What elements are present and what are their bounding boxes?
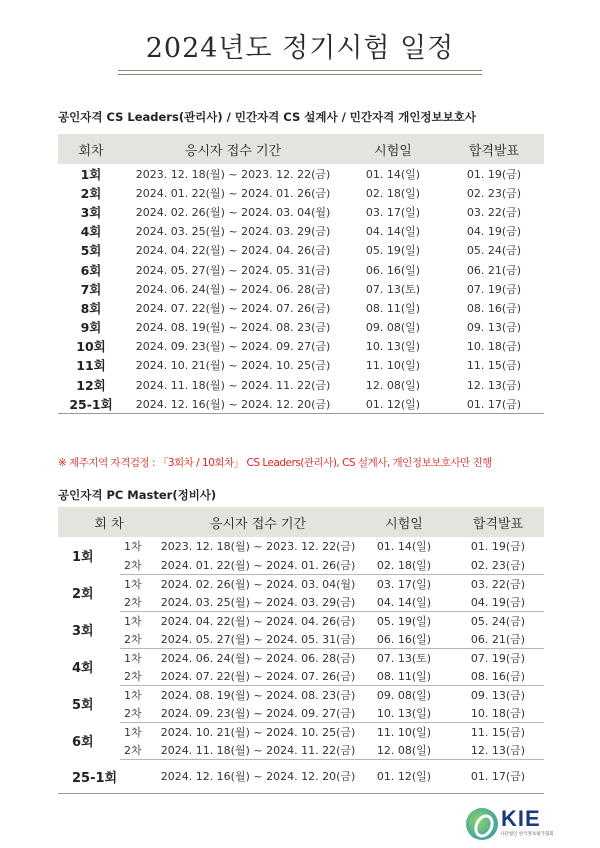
exam-date-cell: 06. 16(일) (365, 263, 421, 277)
period-cell: 2024. 12. 16(월) ~ 2024. 12. 20(금) (124, 394, 342, 413)
exam-date-cell: 05. 19(일) (365, 244, 421, 258)
table-row (58, 356, 544, 375)
period-cell: 2024. 10. 21(월) ~ 2024. 10. 25(금) (160, 725, 356, 739)
exam-date-cell: 03. 17(일) (376, 577, 432, 591)
round-cell: 11회 (76, 358, 106, 374)
period-cell: 2024. 10. 21(월) ~ 2024. 10. 25(금) (135, 359, 331, 373)
table-row (58, 183, 544, 202)
exam-date-cell: 07. 13(토) (376, 651, 432, 665)
period-cell: 2024. 02. 26(월) ~ 2024. 03. 04(월) (135, 205, 331, 219)
table-row (58, 260, 544, 279)
sub-round-cell: 2차 (120, 556, 160, 575)
result-date-cell: 03. 22(금) (466, 205, 522, 219)
round-cell: 2회 (72, 587, 94, 602)
result-date-cell: 01. 19(금) (466, 167, 522, 181)
result-date-cell: 03. 22(금) (470, 577, 526, 591)
title-divider (118, 74, 482, 75)
table-row (58, 630, 544, 649)
period-cell: 2024. 03. 25(월) ~ 2024. 03. 29(금) (135, 225, 331, 239)
table-row (58, 537, 544, 556)
table-row (58, 222, 544, 241)
table-row (58, 164, 544, 183)
exam-date-cell: 10. 13(일) (365, 340, 421, 354)
exam-date-cell: 11. 10(일) (376, 725, 432, 739)
period-cell: 2024. 05. 27(월) ~ 2024. 05. 31(금) (135, 263, 331, 277)
header-round: 회차 (58, 134, 124, 164)
exam-date-cell: 09. 08(일) (365, 321, 421, 335)
result-date-cell: 08. 16(금) (466, 301, 522, 315)
table-row (58, 202, 544, 221)
period-cell: 2024. 08. 19(월) ~ 2024. 08. 23(금) (135, 321, 331, 335)
sub-round-cell: 2차 (120, 741, 160, 760)
result-date-cell: 10. 18(금) (452, 704, 544, 723)
result-date-cell: 05. 24(금) (470, 614, 526, 628)
logo-emblem-icon (466, 808, 498, 840)
table-row (58, 241, 544, 260)
table-row (58, 759, 544, 793)
exam-date-cell: 12. 08(일) (356, 741, 452, 760)
round-cell: 4회 (80, 224, 102, 240)
section1-heading: 공인자격 CS Leaders(관리사) / 민간자격 CS 설계사 / 민간자격 개인정보보호사 (58, 110, 476, 124)
result-date-cell: 01. 17(금) (452, 759, 544, 793)
result-date-cell: 02. 23(금) (466, 186, 522, 200)
exam-date-cell: 01. 12(일) (356, 759, 452, 793)
result-date-cell: 07. 19(금) (470, 651, 526, 665)
header-result-date: 합격발표 (444, 134, 544, 164)
period-cell: 2023. 12. 18(월) ~ 2023. 12. 22(금) (160, 540, 356, 554)
result-date-cell: 09. 13(금) (466, 321, 522, 335)
exam-date-cell: 02. 18(일) (356, 556, 452, 575)
sub-round-cell: 1차 (124, 725, 142, 739)
period-cell: 2023. 12. 18(월) ~ 2023. 12. 22(금) (135, 167, 331, 181)
round-cell: 3회 (72, 624, 94, 639)
period-cell: 2024. 11. 18(월) ~ 2024. 11. 22(금) (135, 378, 331, 392)
period-cell: 2024. 11. 18(월) ~ 2024. 11. 22(금) (160, 741, 356, 760)
exam-date-cell: 11. 10(일) (365, 359, 421, 373)
exam-date-cell: 01. 14(일) (365, 167, 421, 181)
table-row (58, 318, 544, 337)
table-row (58, 556, 544, 575)
exam-date-cell: 04. 14(일) (356, 593, 452, 612)
result-date-cell: 01. 17(금) (444, 394, 544, 413)
table-row (58, 648, 544, 667)
period-cell: 2024. 05. 27(월) ~ 2024. 05. 31(금) (160, 630, 356, 649)
result-date-cell: 06. 21(금) (452, 630, 544, 649)
table-row (58, 298, 544, 317)
result-date-cell: 12. 13(금) (466, 378, 522, 392)
sub-round-cell: 1차 (124, 614, 142, 628)
exam-date-cell: 05. 19(일) (376, 614, 432, 628)
exam-date-cell: 07. 13(토) (365, 282, 421, 296)
period-cell: 2024. 02. 26(월) ~ 2024. 03. 04(월) (160, 577, 356, 591)
result-date-cell: 11. 15(금) (466, 359, 522, 373)
round-cell: 25-1회 (58, 759, 160, 793)
result-date-cell: 07. 19(금) (466, 282, 522, 296)
round-cell: 5회 (80, 243, 102, 259)
sub-round-cell: 1차 (124, 688, 142, 702)
header-period: 응시자 접수 기간 (124, 134, 342, 164)
header-exam-date: 시험일 (356, 507, 452, 537)
round-cell: 6회 (72, 735, 94, 750)
round-cell: 4회 (72, 661, 94, 676)
result-date-cell: 01. 19(금) (470, 540, 526, 554)
header-exam-date: 시험일 (342, 134, 444, 164)
exam-date-cell: 04. 14(일) (365, 225, 421, 239)
exam-date-cell: 10. 13(일) (356, 704, 452, 723)
table-header-row (58, 507, 544, 537)
page-title: 2024년도 정기시험 일정 (145, 33, 455, 64)
logo-text: KIE (501, 806, 541, 831)
sub-round-cell: 1차 (124, 651, 142, 665)
sub-round-cell: 1차 (124, 540, 142, 554)
period-cell: 2024. 07. 22(월) ~ 2024. 07. 26(금) (135, 301, 331, 315)
round-cell: 2회 (80, 185, 102, 201)
sub-round-cell: 2차 (120, 667, 160, 686)
table-row (58, 574, 544, 593)
result-date-cell: 11. 15(금) (470, 725, 526, 739)
kie-logo (466, 806, 556, 842)
period-cell: 2024. 09. 23(월) ~ 2024. 09. 27(금) (160, 704, 356, 723)
exam-date-cell: 06. 16(일) (356, 630, 452, 649)
table-row (58, 685, 544, 704)
result-date-cell: 10. 18(금) (466, 340, 522, 354)
result-date-cell: 02. 23(금) (452, 556, 544, 575)
period-cell: 2024. 06. 24(월) ~ 2024. 06. 28(금) (135, 282, 331, 296)
section2-heading: 공인자격 PC Master(정비사) (58, 488, 217, 502)
period-cell: 2024. 06. 24(월) ~ 2024. 06. 28(금) (160, 651, 356, 665)
result-date-cell: 12. 13(금) (452, 741, 544, 760)
round-cell: 12회 (76, 377, 106, 393)
logo-subtitle: 사단법인 한국정보평가협회 (500, 832, 554, 837)
exam-date-cell: 01. 12(일) (342, 394, 444, 413)
period-cell: 2024. 09. 23(월) ~ 2024. 09. 27(금) (135, 340, 331, 354)
table-row (58, 279, 544, 298)
result-date-cell: 08. 16(금) (452, 667, 544, 686)
round-cell: 9회 (80, 320, 102, 336)
table-row (58, 667, 544, 686)
exam-date-cell: 03. 17(일) (365, 205, 421, 219)
table-row (58, 722, 544, 741)
sub-round-cell: 2차 (120, 630, 160, 649)
schedule-table-pc-master (58, 507, 544, 794)
header-period: 응시자 접수 기간 (160, 507, 356, 537)
period-cell: 2024. 12. 16(월) ~ 2024. 12. 20(금) (160, 759, 356, 793)
round-cell: 3회 (80, 204, 102, 220)
sub-round-cell: 2차 (120, 704, 160, 723)
title-divider (118, 70, 482, 71)
table-row (58, 611, 544, 630)
round-cell: 5회 (72, 698, 94, 713)
exam-date-cell: 12. 08(일) (365, 378, 421, 392)
table-header-row (58, 134, 544, 164)
period-cell: 2024. 01. 22(월) ~ 2024. 01. 26(금) (160, 556, 356, 575)
result-date-cell: 05. 24(금) (466, 244, 522, 258)
period-cell: 2024. 04. 22(월) ~ 2024. 04. 26(금) (160, 614, 356, 628)
exam-date-cell: 09. 08(일) (376, 688, 432, 702)
exam-date-cell: 01. 14(일) (376, 540, 432, 554)
table-row (58, 704, 544, 723)
result-date-cell: 09. 13(금) (470, 688, 526, 702)
sub-round-cell: 1차 (124, 577, 142, 591)
table-row (58, 337, 544, 356)
round-cell: 7회 (80, 281, 102, 297)
header-result-date: 합격발표 (452, 507, 544, 537)
header-round: 회 차 (58, 507, 160, 537)
table-row (58, 394, 544, 413)
round-cell: 6회 (80, 262, 102, 278)
period-cell: 2024. 01. 22(월) ~ 2024. 01. 26(금) (135, 186, 331, 200)
sub-round-cell: 2차 (120, 593, 160, 612)
round-cell: 1회 (72, 550, 94, 565)
table-row (58, 593, 544, 612)
exam-date-cell: 08. 11(일) (365, 301, 421, 315)
schedule-table-cs (58, 134, 544, 414)
table-row (58, 375, 544, 394)
table-row (58, 741, 544, 760)
exam-date-cell: 08. 11(일) (356, 667, 452, 686)
period-cell: 2024. 03. 25(월) ~ 2024. 03. 29(금) (160, 593, 356, 612)
round-cell: 1회 (80, 166, 102, 182)
period-cell: 2024. 04. 22(월) ~ 2024. 04. 26(금) (135, 244, 331, 258)
result-date-cell: 04. 19(금) (452, 593, 544, 612)
round-cell: 10회 (76, 339, 106, 355)
result-date-cell: 04. 19(금) (466, 225, 522, 239)
jeju-note: ※ 제주지역 자격검정 : 「3회차 / 10회차」 CS Leaders(관리사), CS 설계사, 개인정보보호사만 진행 (58, 457, 492, 469)
period-cell: 2024. 08. 19(월) ~ 2024. 08. 23(금) (160, 688, 356, 702)
round-cell: 8회 (80, 300, 102, 316)
period-cell: 2024. 07. 22(월) ~ 2024. 07. 26(금) (160, 667, 356, 686)
round-cell: 25-1회 (58, 394, 124, 413)
exam-date-cell: 02. 18(일) (365, 186, 421, 200)
result-date-cell: 06. 21(금) (466, 263, 522, 277)
